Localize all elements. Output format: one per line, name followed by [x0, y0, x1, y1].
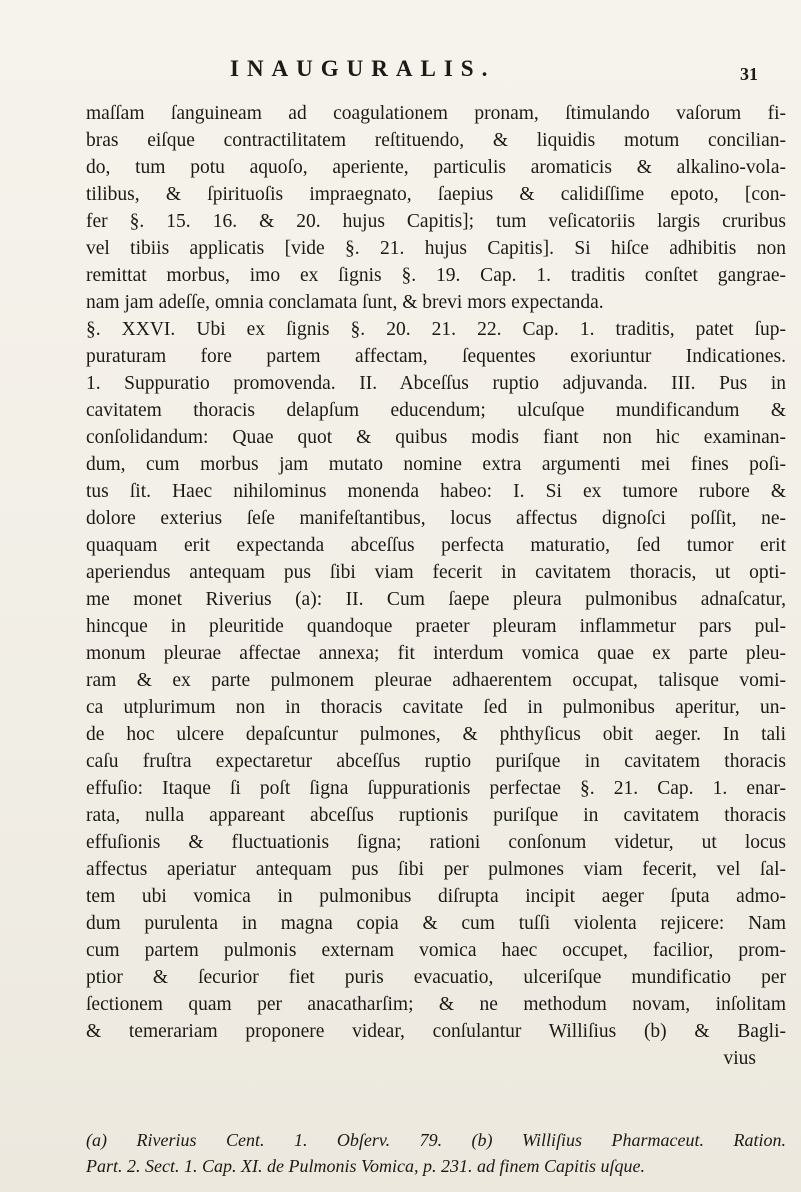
- text-line: caſu fruſtra expectaretur abceſſus ruptio puriſque in cavitatem thoracis: [86, 751, 786, 772]
- text-line: aperiendus antequam pus ſibi viam fecerit in cavitatem thoracis, ut opti-: [86, 562, 786, 583]
- text-line: affectus aperiatur antequam pus ſibi per pulmones viam fecerit, vel ſal-: [86, 859, 786, 880]
- text-line: ca utplurimum non in thoracis cavitate ſed in pulmonibus aperitur, un-: [86, 697, 786, 718]
- text-line: conſolidandum: Quae quot & quibus modis fiant non hic examinan-: [86, 427, 786, 448]
- text-line: remittat morbus, imo ex ſignis §. 19. Cap. 1. traditis conſtet gangrae-: [86, 265, 786, 286]
- text-line: dum purulenta in magna copia & cum tuſſi violenta rejicere: Nam: [86, 913, 786, 934]
- text-line: de hoc ulcere depaſcuntur pulmones, & phthyſicus obit aeger. In tali: [86, 724, 786, 745]
- footnote-line: Part. 2. Sect. 1. Cap. XI. de Pulmonis Vomica, p. 231. ad finem Capitis uſque.: [86, 1156, 645, 1176]
- text-line: §. XXVI. Ubi ex ſignis §. 20. 21. 22. Cap. 1. traditis, patet ſup-: [86, 319, 786, 340]
- catchword: vius: [723, 1048, 756, 1069]
- text-line: vel tibiis applicatis [vide §. 21. hujus Capitis]. Si hiſce adhibitis non: [86, 238, 786, 259]
- text-line: quaquam erit expectanda abceſſus perfecta maturatio, ſed tumor erit: [86, 535, 786, 556]
- page-number: 31: [740, 64, 758, 84]
- text-line: effuſionis & fluctuationis ſigna; rationi conſonum videtur, ut locus: [86, 832, 786, 853]
- text-line: tus ſit. Haec nihilominus monenda habeo: I. Si ex tumore rubore &: [86, 481, 786, 502]
- text-line: tilibus, & ſpirituoſis impraegnato, ſaepius & calidiſſime epoto, [con-: [86, 184, 786, 205]
- text-line: fer §. 15. 16. & 20. hujus Capitis]; tum veſicatoriis largis cruribus: [86, 211, 786, 232]
- text-line: puraturam fore partem affectam, ſequentes exoriuntur Indicationes.: [86, 346, 786, 367]
- text-line: do, tum potu aquoſo, aperiente, particulis aromaticis & alkalino-vola-: [86, 157, 786, 178]
- text-line: hincque in pleuritide quandoque praeter pleuram inflammetur pars pul-: [86, 616, 786, 637]
- text-line: cavitatem thoracis delapſum educendum; ulcuſque mundificandum &: [86, 400, 786, 421]
- text-line: cum partem pulmonis externam vomica haec occupet, facilior, prom-: [86, 940, 786, 961]
- text-line: ſectionem quam per anacatharſim; & ne methodum novam, inſolitam: [86, 994, 786, 1015]
- footnote-line: (a) Riverius Cent. 1. Obſerv. 79. (b) Williſius Pharmaceut. Ration.: [86, 1130, 786, 1150]
- footnotes: [86, 1127, 786, 1179]
- text-line: rata, nulla appareant abceſſus ruptionis puriſque in cavitatem thoracis: [86, 805, 786, 826]
- text-line: dum, cum morbus jam mutato nomine extra argumenti mei fines poſi-: [86, 454, 786, 475]
- text-line: monum pleurae affectae annexa; fit interdum vomica quae ex parte pleu-: [86, 643, 786, 664]
- text-line: & temerariam proponere videar, conſulantur Williſius (b) & Bagli-: [86, 1021, 786, 1042]
- text-line: bras eiſque contractilitatem reſtituendo, & liquidis motum concilian-: [86, 130, 786, 151]
- body-text: [86, 100, 786, 1072]
- text-line: effuſio: Itaque ſi poſt ſigna ſuppurationis perfectae §. 21. Cap. 1. enar-: [86, 778, 786, 799]
- text-line: dolore exterius ſeſe manifeſtantibus, locus affectus dignoſci poſſit, ne-: [86, 508, 786, 529]
- text-line: ram & ex parte pulmonem pleurae adhaerentem occupat, talisque vomi-: [86, 670, 786, 691]
- text-line: maſſam ſanguineam ad coagulationem pronam, ſtimulando vaſorum fi-: [86, 103, 786, 124]
- text-line: ptior & ſecurior fiet puris evacuatio, ulceriſque mundificatio per: [86, 967, 786, 988]
- text-line: nam jam adeſſe, omnia conclamata ſunt, & brevi mors expectanda.: [86, 292, 604, 313]
- text-line: 1. Suppuratio promovenda. II. Abceſſus ruptio adjuvanda. III. Pus in: [86, 373, 786, 394]
- text-line: me monet Riverius (a): II. Cum ſaepe pleura pulmonibus adnaſcatur,: [86, 589, 786, 610]
- running-head: INAUGURALIS.: [230, 56, 496, 81]
- text-line: tem ubi vomica in pulmonibus diſrupta incipit aeger ſputa admo-: [86, 886, 786, 907]
